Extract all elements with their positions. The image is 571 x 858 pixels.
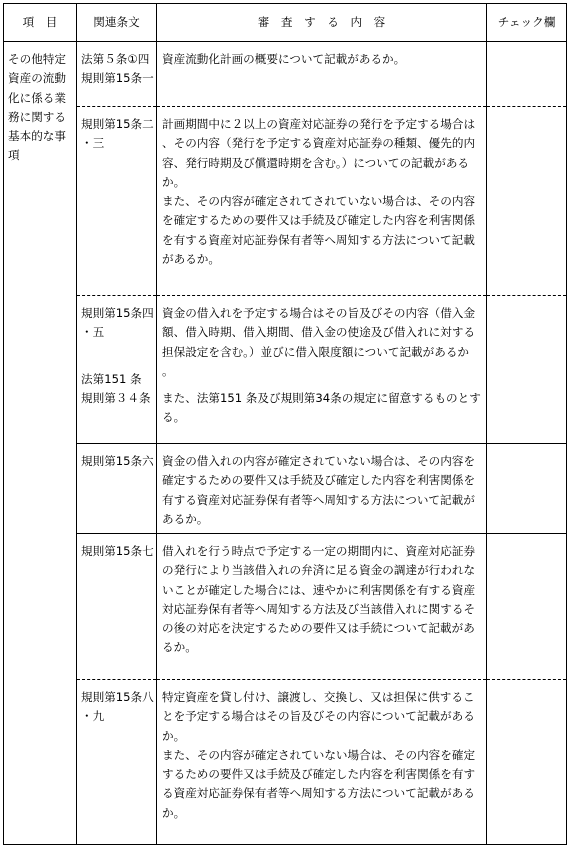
check-cell[interactable] [487, 534, 567, 680]
article-cell: 規則第15条二 ・三 [77, 107, 157, 296]
header-check: チェック欄 [487, 4, 567, 42]
article-cell: 法第５条①四 規則第15条一 [77, 42, 157, 107]
check-cell[interactable] [487, 296, 567, 444]
content-cell: 資産流動化計画の概要について記載があるか。 [157, 42, 487, 107]
content-sub: また、法第151 条及び規則第34条の規定に留意するものとす る。 [162, 391, 481, 425]
table-row [4, 296, 567, 444]
table-row [4, 42, 567, 107]
header-article: 関連条文 [77, 4, 157, 42]
item-cell [4, 42, 77, 845]
article-cell: 規則第15条六 [77, 444, 157, 534]
header-row [4, 4, 567, 42]
article-cell: 規則第15条七 [77, 534, 157, 680]
table-row [4, 444, 567, 534]
content-cell: 特定資産を貸し付け、譲渡し、交換し、又は担保に供するこ とを予定する場合はその旨及びその内容について記載がある か。 また、その内容が確定されていない場合は、その内容を確定 するための要件又は手続及び確定した内容を利害関係を有す る資産対応証券保有者等へ周知する方法について記載がある か。 [157, 680, 487, 845]
table-row [4, 107, 567, 296]
table-row [4, 534, 567, 680]
content-cell: 借入れを行う時点で予定する一定の期間内に、資産対応証券 の発行により当該借入れの弁済に足る資金の調達が行われな いことが確定した場合には、速やかに利害関係を有する資産 対応証券保有者等へ周知する方法及び当該借入れに関するそ の後の対応を決定するための要件又は手続について記載があ るか。 [157, 534, 487, 680]
check-cell[interactable] [487, 42, 567, 107]
check-cell[interactable] [487, 680, 567, 845]
item-label: その他特定 資産の流動 化に係る業 務に関する 基本的な事 項 [8, 52, 66, 163]
check-cell[interactable] [487, 107, 567, 296]
content-cell: 資金の借入れを予定する場合はその旨及びその内容（借入金 額、借入時期、借入期間、借入金の使途及び借入れに対する 担保設定を含む。）並びに借入限度額について記載があるか 。 また、法第151 条及び規則第34条の規定に留意するものとす る。 [157, 296, 487, 444]
content-cell: 計画期間中に２以上の資産対応証券の発行を予定する場合は 、その内容（発行を予定する資産対応証券の種類、優先的内 容、発行時期及び償還時期を含む。）についての記載がある か。 また、その内容が確定されてされていない場合は、その内容 を確定するための要件又は手続及び確定した内容を利害関係 を有する資産対応証券保有者等へ周知する方法について記載 があるか。 [157, 107, 487, 296]
check-cell[interactable] [487, 444, 567, 534]
header-item: 項 目 [4, 4, 77, 42]
article-sub: 法第151 条 規則第３４条 [81, 371, 151, 405]
header-content: 審 査 す る 内 容 [157, 4, 487, 42]
article-cell: 規則第15条四 ・五 法第151 条 規則第３４条 [77, 296, 157, 444]
table-row [4, 680, 567, 845]
article-cell: 規則第15条八 ・九 [77, 680, 157, 845]
content-cell: 資金の借入れの内容が確定されていない場合は、その内容を 確定するための要件又は手続及び確定した内容を利害関係を 有する資産対応証券保有者等へ周知する方法について記載が あるか。 [157, 444, 487, 534]
review-table [3, 3, 567, 845]
